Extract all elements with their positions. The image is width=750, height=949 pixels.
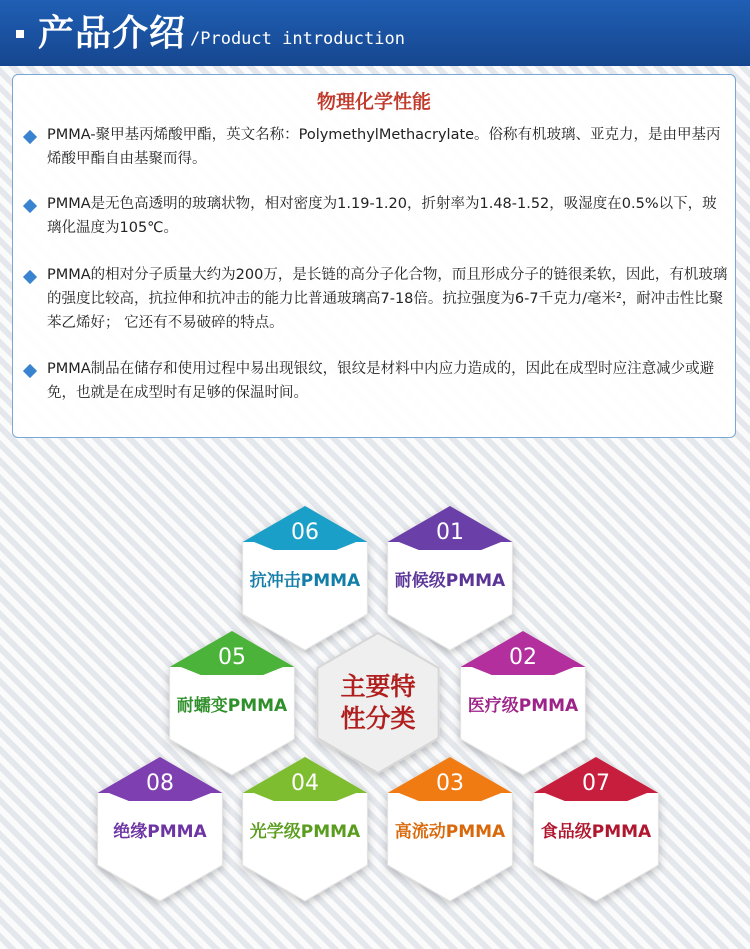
property-paragraph: PMMA是无色高透明的玻璃状物，相对密度为1.19-1.20，折射率为1.48-1.52，吸湿度在0.5%以下，玻璃化温度为105℃。 bbox=[47, 196, 717, 236]
category-number: 06 bbox=[291, 520, 319, 545]
category-label: 绝缘PMMA bbox=[113, 822, 207, 842]
category-label: 耐候级PMMA bbox=[394, 571, 506, 591]
center-label-line1: 主要特 bbox=[340, 672, 416, 701]
properties-title: 物理化学性能 bbox=[316, 91, 431, 113]
property-paragraph: PMMA-聚甲基丙烯酸甲酯，英文名称：PolymethylMethacrylate。俗称有机玻璃、亚克力，是由甲基丙烯酸甲酯自由基聚而得。 bbox=[47, 127, 721, 167]
header-title: 产品介绍 bbox=[38, 13, 187, 54]
category-label: 抗冲击PMMA bbox=[249, 571, 361, 591]
category-number: 07 bbox=[582, 771, 610, 796]
category-hexagon-06 bbox=[243, 506, 368, 650]
category-number: 05 bbox=[218, 645, 246, 670]
category-label: 医疗级PMMA bbox=[467, 696, 579, 716]
header-subtitle: /Product introduction bbox=[190, 29, 405, 49]
property-paragraph: PMMA的相对分子质量大约为200万，是长链的高分子化合物，而且形成分子的链很柔软，因此，有机玻璃的强度比较高，抗拉伸和抗冲击的能力比普通玻璃高7-18倍。抗拉强度为6-7千克力/毫米²，耐冲击性比聚苯乙烯好； 它还有不易破碎的特点。 bbox=[47, 267, 728, 331]
category-number: 02 bbox=[509, 645, 537, 670]
category-label: 光学级PMMA bbox=[249, 822, 361, 842]
category-number: 08 bbox=[146, 771, 174, 796]
category-label: 高流动PMMA bbox=[394, 822, 506, 842]
category-hexagon-02 bbox=[461, 631, 586, 775]
category-hexagon-04 bbox=[243, 757, 368, 901]
category-label: 食品级PMMA bbox=[540, 822, 652, 842]
category-hexagon-07 bbox=[534, 757, 659, 901]
center-hexagon bbox=[317, 633, 438, 773]
property-paragraph: PMMA制品在储存和使用过程中易出现银纹，银纹是材料中内应力造成的，因此在成型时应注意减少或避免，也就是在成型时有足够的保温时间。 bbox=[47, 361, 715, 401]
category-hexagon-03 bbox=[388, 757, 513, 901]
category-number: 04 bbox=[291, 771, 319, 796]
category-hexagon-05 bbox=[170, 631, 295, 775]
category-number: 03 bbox=[436, 771, 464, 796]
category-number: 01 bbox=[436, 520, 464, 545]
center-label-line2: 性分类 bbox=[340, 704, 416, 733]
category-hexagon-01 bbox=[388, 506, 513, 650]
category-label: 耐蠕变PMMA bbox=[176, 696, 288, 716]
category-hexagon-08 bbox=[98, 757, 223, 901]
